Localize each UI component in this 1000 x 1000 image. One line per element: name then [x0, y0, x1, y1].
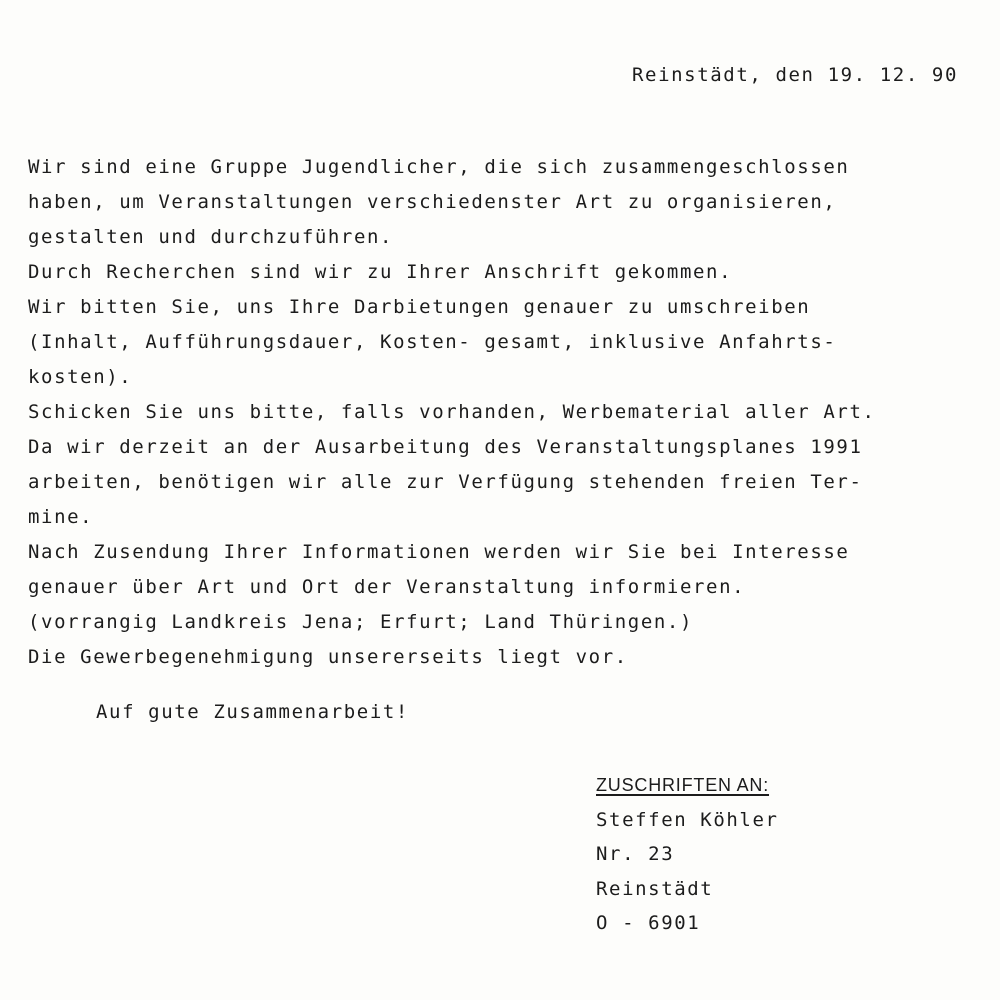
- body-line: Da wir derzeit an der Ausarbeitung des Veranstaltungsplanes 1991: [28, 436, 863, 458]
- body-line: arbeiten, benötigen wir alle zur Verfügung stehenden freien Ter-: [28, 471, 863, 493]
- body-line: gestalten und durchzuführen.: [28, 226, 394, 248]
- address-town: Reinstädt: [596, 877, 714, 900]
- body-line: Die Gewerbegenehmigung unsererseits liegt vor.: [28, 646, 628, 668]
- body-line: Durch Recherchen sind wir zu Ihrer Anschrift gekommen.: [28, 261, 733, 283]
- address-postcode: O - 6901: [596, 912, 701, 934]
- body-line: haben, um Veranstaltungen verschiedenster Art zu organisieren,: [28, 191, 837, 213]
- address-house: Nr. 23: [596, 843, 675, 865]
- body-line: (vorrangig Landkreis Jena; Erfurt; Land Thüringen.): [28, 611, 693, 633]
- letter-body: [28, 150, 973, 675]
- body-line: genauer über Art und Ort der Veranstaltung informieren.: [28, 576, 746, 598]
- body-line: Schicken Sie uns bitte, falls vorhanden, Werbematerial aller Art.: [28, 401, 876, 423]
- body-line: Wir bitten Sie, uns Ihre Darbietungen genauer zu umschreiben: [28, 296, 811, 318]
- body-line: (Inhalt, Aufführungsdauer, Kosten- gesamt, inklusive Anfahrts-: [28, 331, 837, 353]
- body-line: mine.: [28, 506, 94, 528]
- date-line: Reinstädt, den 19. 12. 90: [632, 64, 958, 86]
- body-line: Wir sind eine Gruppe Jugendlicher, die sich zusammengeschlossen: [28, 156, 850, 178]
- address-name: Steffen Köhler: [596, 808, 779, 831]
- closing-line: Auf gute Zusammenarbeit!: [96, 701, 409, 723]
- body-line: kosten).: [28, 366, 133, 388]
- body-line: Nach Zusendung Ihrer Informationen werden wir Sie bei Interesse: [28, 541, 850, 563]
- address-heading: ZUSCHRIFTEN AN:: [596, 775, 770, 795]
- address-block: [596, 768, 779, 941]
